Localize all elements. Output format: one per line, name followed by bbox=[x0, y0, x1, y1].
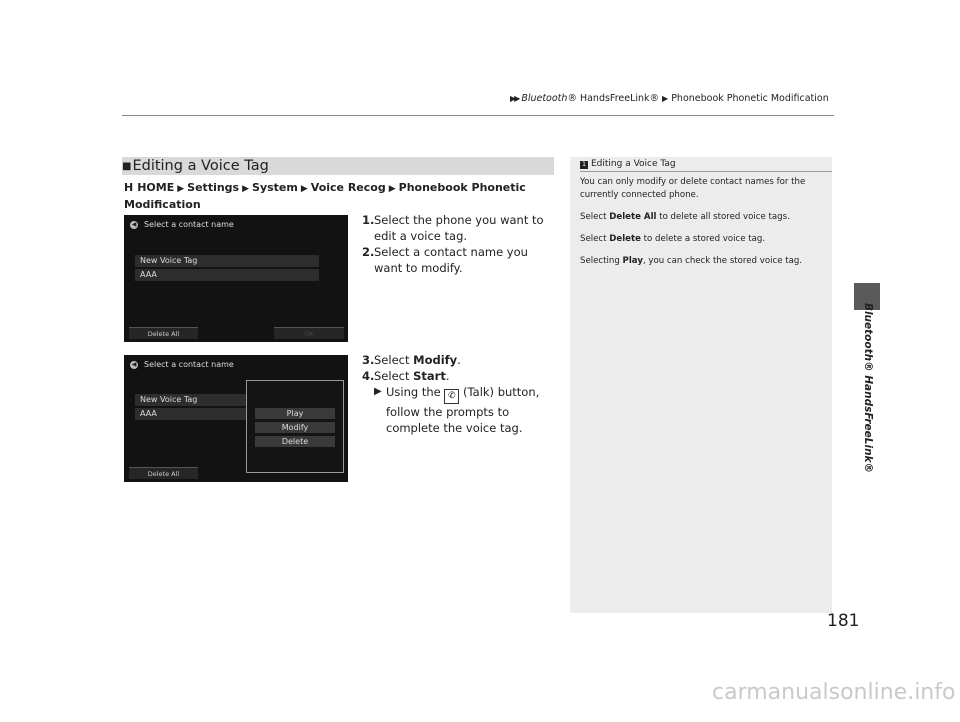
delete-all-button[interactable]: Delete All bbox=[129, 467, 198, 479]
chapter-label: Bluetooth® HandsFreeLink® bbox=[862, 302, 874, 474]
delete-all-button[interactable]: Delete All bbox=[129, 327, 198, 339]
section-title: Editing a Voice Tag bbox=[132, 158, 269, 174]
note-heading bbox=[580, 157, 832, 172]
back-icon: ◀ bbox=[131, 361, 137, 368]
modify-button[interactable]: Modify bbox=[255, 422, 335, 433]
page-number: 181 bbox=[827, 611, 860, 631]
path-modification: Modification bbox=[124, 198, 201, 211]
back-icon: ◀ bbox=[131, 221, 137, 228]
ok-button[interactable]: OK bbox=[274, 327, 344, 339]
section-square-icon: ■ bbox=[122, 161, 132, 172]
arrow-icon: ▶ bbox=[300, 184, 308, 194]
list-item[interactable]: New Voice Tag bbox=[135, 255, 319, 267]
arrow-icon: ▶ bbox=[242, 184, 250, 194]
path-voice-recog: Voice Recog bbox=[310, 181, 386, 194]
note-body bbox=[580, 176, 832, 277]
breadcrumb-bluetooth: Bluetooth bbox=[521, 93, 568, 104]
home-h-icon: H bbox=[124, 181, 134, 194]
step-4: 4. Select Start. bbox=[362, 369, 450, 383]
arrow-icon: ▶ bbox=[388, 184, 396, 194]
screen-title: Select a contact name bbox=[144, 360, 234, 369]
talk-button-icon: ✆ bbox=[444, 389, 459, 404]
steps-1-2 bbox=[362, 212, 554, 276]
path-home: HOME bbox=[137, 181, 175, 194]
steps-3-4 bbox=[362, 352, 554, 436]
note-box bbox=[570, 157, 832, 613]
voice-tag-popup bbox=[246, 380, 344, 473]
path-phonebook: Phonebook Phonetic bbox=[398, 181, 526, 194]
screen-select-contact-1 bbox=[124, 215, 348, 342]
note-paragraph: Select Delete All to delete all stored voice tags. bbox=[580, 212, 790, 222]
double-triangle-icon: ▶▶ bbox=[510, 94, 519, 103]
step-1: 1. Select the phone you want to edit a voice tag. bbox=[362, 213, 544, 243]
note-paragraph: Selecting Play, you can check the stored voice tag. bbox=[580, 256, 803, 266]
list-item[interactable]: AAA bbox=[135, 408, 319, 420]
screen-title: Select a contact name bbox=[144, 220, 234, 229]
note-paragraph: Select Delete to delete a stored voice tag. bbox=[580, 234, 766, 244]
step-4-detail: ▶ Using the ✆ (Talk) button, follow the prompts to complete the voice tag. bbox=[374, 385, 540, 435]
note-paragraph: You can only modify or delete contact names for the currently connected phone. bbox=[580, 177, 806, 200]
step-2: 2. Select a contact name you want to modify. bbox=[362, 245, 528, 275]
note-title: Editing a Voice Tag bbox=[591, 159, 676, 169]
path-settings: Settings bbox=[187, 181, 240, 194]
breadcrumb bbox=[510, 93, 829, 104]
arrow-icon: ▶ bbox=[374, 386, 382, 397]
step-3: 3. Select Modify. bbox=[362, 353, 461, 367]
triangle-icon: ▶ bbox=[662, 94, 669, 103]
path-system: System bbox=[252, 181, 298, 194]
menu-path bbox=[124, 180, 544, 212]
breadcrumb-handsfreelink: ® HandsFreeLink® bbox=[567, 93, 660, 104]
breadcrumb-current: Phonebook Phonetic Modification bbox=[671, 93, 829, 104]
list-item[interactable]: New Voice Tag bbox=[135, 394, 319, 406]
delete-button[interactable]: Delete bbox=[255, 436, 335, 447]
note-reference-icon: 1 bbox=[580, 161, 588, 169]
screen-select-contact-2 bbox=[124, 355, 348, 482]
screen-title-bar bbox=[124, 219, 348, 231]
play-button[interactable]: Play bbox=[255, 408, 335, 419]
arrow-icon: ▶ bbox=[177, 184, 185, 194]
section-heading bbox=[122, 157, 554, 175]
list-item[interactable]: AAA bbox=[135, 269, 319, 281]
screen-title-bar bbox=[124, 359, 348, 371]
watermark: carmanualsonline.info bbox=[712, 680, 956, 705]
header-rule bbox=[122, 115, 834, 116]
